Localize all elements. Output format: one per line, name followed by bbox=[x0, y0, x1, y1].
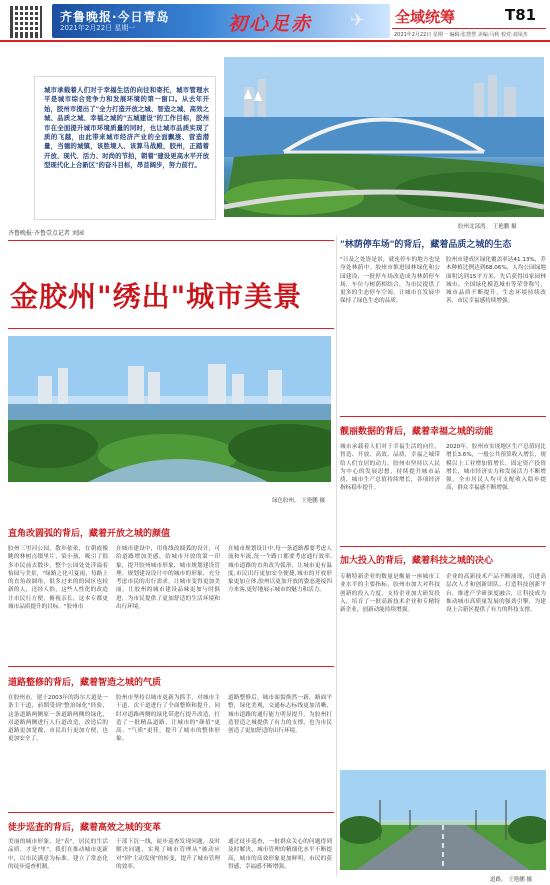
section-rule bbox=[340, 546, 546, 547]
left-section-2-col2: 胶州市坚持以城市更新为抓手，对城市主干道、次干道进行了全面整修和提升，同时对道路两侧的绿化带进行提升改造，打造了一批精品道路，让城市的"颜值"更高、"气质"更佳，提升了城市的整体形象。 bbox=[116, 695, 220, 743]
masthead bbox=[0, 0, 550, 40]
header-rule bbox=[0, 40, 550, 42]
header-divider bbox=[392, 28, 546, 29]
left-section-1-title: 直角改圆弧的背后，藏着开放之城的颜值 bbox=[8, 529, 171, 539]
section-rule bbox=[8, 666, 334, 667]
left-section-2-col1: 在胶州市，建于2003年的海尔大道是一条主干道，前期受到"整治绿化"经验，这条道路两侧原一条道路两侧的绿化，对道路两侧进行人行道改造，改造后的道路更加宽敞，市民出行更加方便，也更加安全了。 bbox=[8, 695, 108, 743]
header-banner bbox=[52, 4, 390, 38]
newspaper-sublogo: 2021年2月22日 星期一 bbox=[60, 24, 136, 32]
right-section-2-col1: 城市承载着人们对于幸福生活的向往，智造、开放、高效、品质，幸福之城带给人们宜居的动力。胶州市坚持以人民为中心的发展思想，持续提升城市品质，城市生产总值持续增长，各项经济指标稳步提升。 bbox=[340, 444, 440, 492]
bridge-landscape-image bbox=[224, 57, 544, 217]
left-section-2-title: 道路整修的背后，藏着智造之城的气质 bbox=[8, 678, 162, 688]
right-section-3-title: 加大投入的背后，藏着科技之城的决心 bbox=[340, 556, 494, 566]
section-rule bbox=[340, 416, 546, 417]
left-section-1-col3: 在城市规划设计中,每一条道路都要考虑人流和车流,每一个路口都要考虑通行效率,城市道路的直角改为弧形，让城市更有温度,市民出行更加安全便捷,城市的开放形象更加立体,胶州以更加开放的姿态迎接四方来客,更好地展示城市的魅力和活力。 bbox=[228, 546, 332, 594]
right-section-1-col2: 胶州市建成区绿化覆盖率达41.13%，乔木种植比例达到68.06%，人均公园绿地面积达到15平方米，先后获得国家园林城市、全国绿化模范城市等荣誉称号，城市品质不断提升，生态环境持续改善，市民幸福感持续增强。 bbox=[446, 257, 546, 305]
section-rule bbox=[8, 812, 334, 813]
city-park-image bbox=[8, 336, 331, 482]
right-section-3-col2: 企业的高新技术产品不断涌现，引进高层次人才和创新团队，打造科技创新平台，推进产学研深度融合，让科技成为推动城市高质量发展的强劲引擎，为建设上合新区提供了有力的科技支撑。 bbox=[446, 574, 546, 614]
photo-road bbox=[340, 770, 546, 870]
right-section-2-title: 靓丽数据的背后，藏着幸福之城的动能 bbox=[340, 427, 494, 437]
airplane-icon: ✈ bbox=[350, 10, 366, 31]
right-section-2-col2: 2020年，胶州市实现地区生产总值同比增长3.6%，一般公共预算收入增长，规模以上工业增加值增长，固定资产投资增长，城市经济实力和发展活力不断增强，全市居民人均可支配收入稳步提高，群众幸福感不断增强。 bbox=[446, 444, 546, 492]
left-section-3-col3: 通过徒步巡查，一批群众关心的问题得到及时解决，城市管理的精细化水平不断提高，城市的高效形象更加鲜明，市民的获得感、幸福感不断增强。 bbox=[228, 839, 332, 870]
road-image bbox=[340, 770, 546, 870]
page-headline: 金胶州"绣出"城市美景 bbox=[10, 280, 303, 313]
left-section-3-col2: 干部下沉一线，徒步巡查发现问题，及时解决问题，实现了城市管理从"被动应对"到"主动发现"的转变，提升了城市管理的效率。 bbox=[116, 839, 220, 870]
intro-text: 城市承载着人们对于幸福生活的向往和寄托，城市管理水平是城市综合竞争力和发展环境的第一窗口。从去年开始，胶州市提出了"全力打造开放之城、智造之城、高效之城、品质之城、幸福之城的"五城建设"的工作目标，胶州市在全面提升城市环境质量的同时，也让城市品质实现了质的飞越，由此带来城市经济产业的全面飘涨、营造潜量，当德的城镇，该胜境人、该算马战殿，胶州，正踏着开放、现代、活力、时尚的节拍，朝着"建设更高水平开放型现代化上合新区"的奋斗目标，昂首阔步，努力前行。 bbox=[44, 86, 209, 170]
right-section-1-title: "林荫停车场"的背后，藏着品质之城的生态 bbox=[340, 240, 512, 250]
newspaper-logo: 齐鲁晚报·今日青岛 bbox=[60, 10, 170, 24]
byline: 齐鲁晚报·齐鲁壹点记者 刘园 bbox=[8, 230, 84, 237]
headline-rule bbox=[8, 328, 334, 329]
left-section-3-col1: 美丽的城市形象，是"表"，居民的生活品质，才是"里"。我们在推动城市更新中，以市民满意为标准，建立了常态化的徒步巡查机制。 bbox=[8, 839, 108, 870]
left-section-1-col1: 胶州三里河公园，散步依依，在朝霞像眺的林树点缀里片，染小孩，吸引了很多市民前去散步，整个公园处处洋溢着怡园与美景，"绿路之化可夏雨，每路上的直角改圆角，很多过来的的园区也较新的人，还经人怡，这些人性化的改造让市民行方便，俯视亲长，这本专都更城市品质提升的目标。"胶州市 bbox=[8, 546, 108, 611]
section-title: 全域统筹 bbox=[395, 8, 456, 26]
left-section-1-col2: 在城市建设中，用角线改圆弧的设计，可给道路增加美感，给城市开放的第一印象，提升胶州城市形象，城市规划建设管理、规划建设设计中的城市的形象，充分考虑市民的出行需求，让城市变得更加美丽，让胶州的城市建设品味更加与时俱进，为市民提供了更加舒适的生活环境和出行环境。 bbox=[116, 546, 220, 611]
photo-north-bay bbox=[224, 57, 544, 217]
photo-caption: 道路。 王艳鹏 摄 bbox=[490, 877, 532, 883]
right-section-3-col1: 专精特新企业的数量是衡量一座城市工业水平的主要指标，胶州市加大对科技创新的投入力度，支持企业加大研发投入，培育了一批高新技术企业和专精特新企业，创新动能持续增强。 bbox=[340, 574, 440, 614]
photo-caption: 绿色胶州。 王艳鹏 摄 bbox=[272, 498, 325, 504]
dateline: 2021年2月22日 星期一 编辑:张慧慧 美编:马秋 校对:刘凤杰 bbox=[394, 32, 528, 38]
page-number: T81 bbox=[505, 6, 537, 24]
right-section-1-col1: "日及之处皆是景，就连停车的地方也是身处林荫中。胶州市推进园林绿化和公园建设，一批停车场改造成为林荫停车场，车位与树荫相结合，为市民提供了更多的生态停车空间，让城市在发展中保持了绿色生态的品质。 bbox=[340, 257, 440, 305]
left-section-2-col3: 道路整修后，城市面貌焕然一新，路面平整，绿化美观，交通标志标线更加清晰，城市道路的通行能力明显提升，为胶州打造智造之城提供了有力的支撑，也为市民创造了更加舒适的出行环境。 bbox=[228, 695, 332, 735]
left-section-3-title: 徒步巡查的背后，藏着高效之城的变革 bbox=[8, 823, 162, 833]
column-divider bbox=[336, 236, 337, 876]
qr-code-icon bbox=[10, 6, 42, 38]
banner-slogan: 初心足赤 bbox=[228, 13, 313, 35]
section-rule bbox=[8, 240, 334, 241]
photo-caption: 胶州北部湾。 王艳鹏 摄 bbox=[458, 224, 517, 230]
photo-green-jiaozhou bbox=[8, 336, 331, 482]
